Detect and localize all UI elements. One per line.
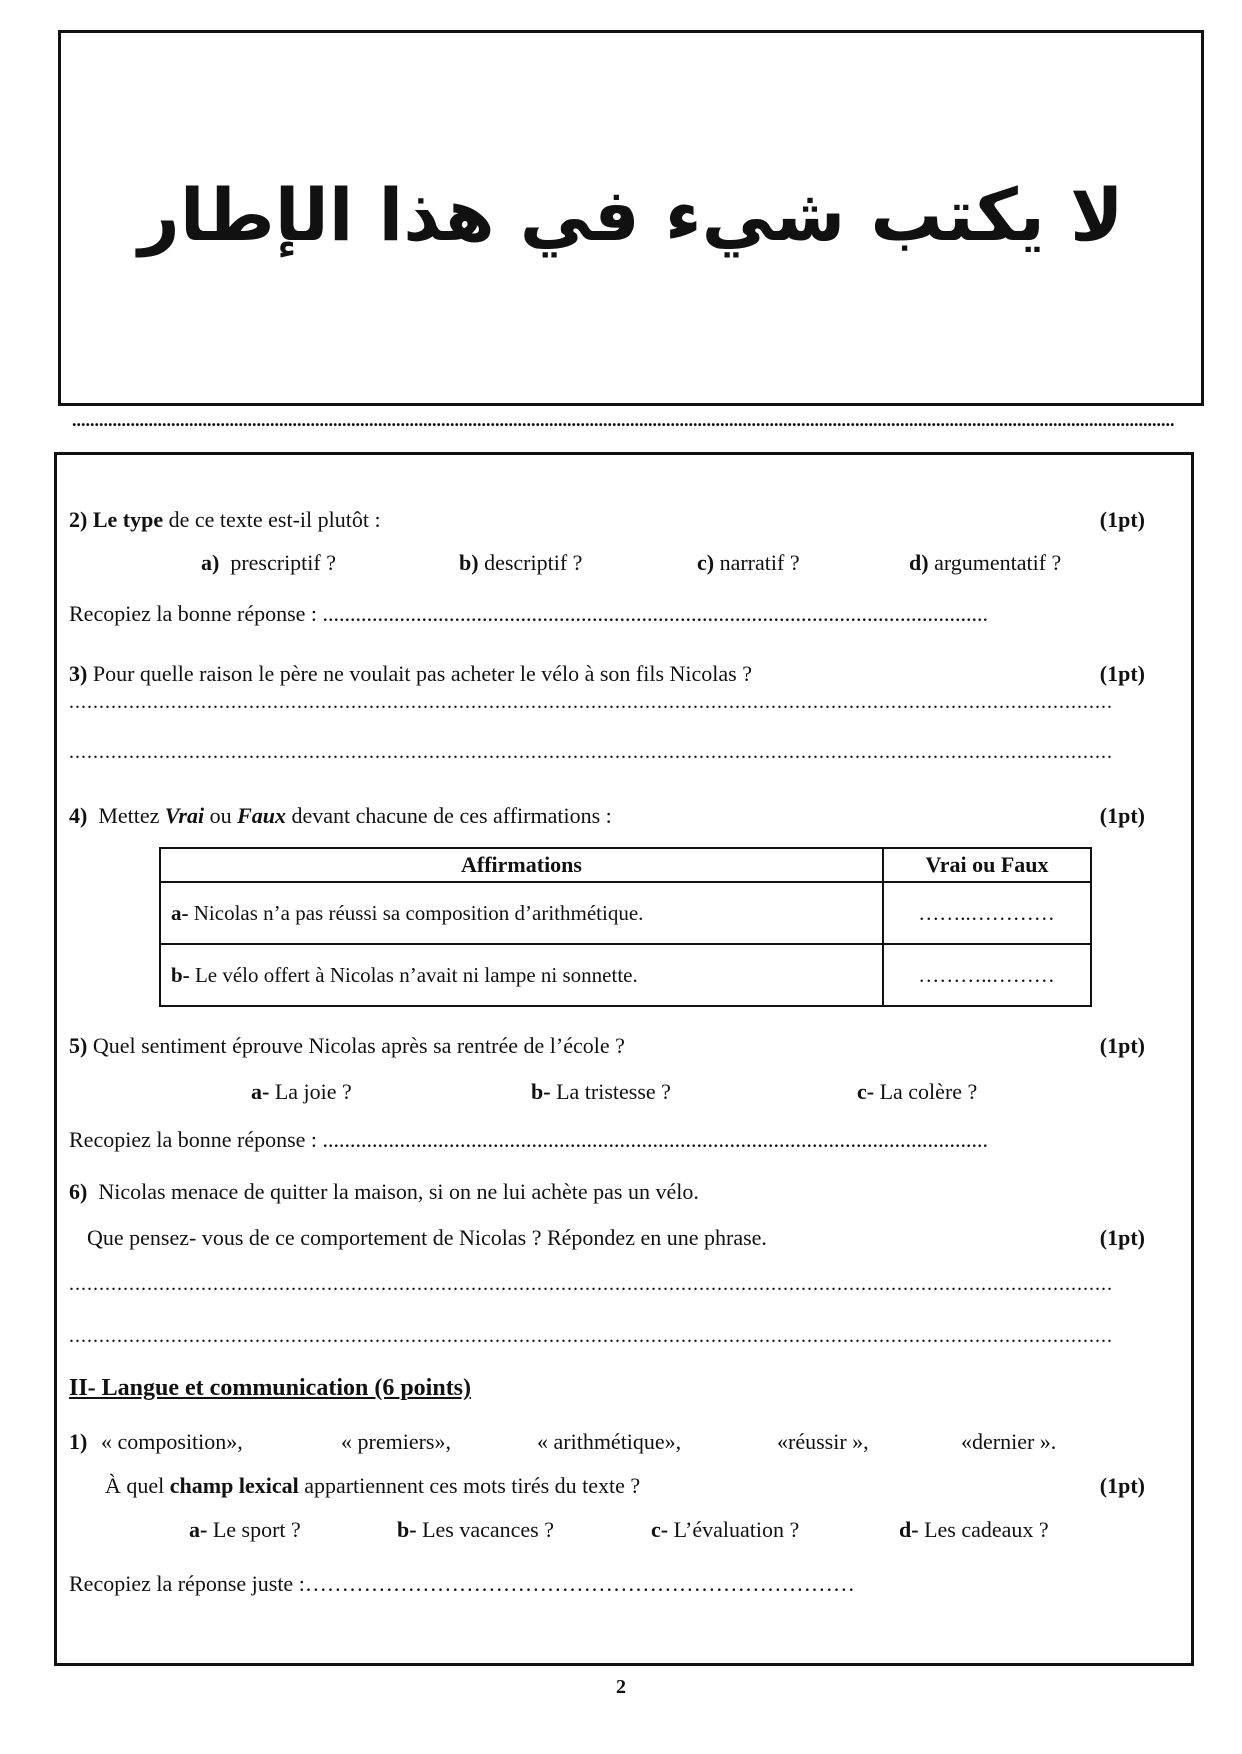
- q2-option-d: d) argumentatif ?: [909, 550, 1062, 575]
- table-row: [160, 944, 1091, 1006]
- word-reussir: «réussir »,: [777, 1429, 869, 1454]
- word-premiers: « premiers»,: [341, 1429, 451, 1454]
- section-2-title: II- Langue et communication (6 points): [69, 1375, 472, 1401]
- q6-answer-line-1[interactable]: ..............................................................................................................................................................................: [69, 1273, 1113, 1295]
- separator-dots: .....................................................................................................................................................................................................................................................: [72, 414, 1175, 426]
- q5-option-a: a- La joie ?: [251, 1079, 352, 1104]
- question-3-points: (1pt): [1099, 661, 1145, 686]
- questions-frame: [54, 452, 1194, 1666]
- arabic-notice: لا يكتب شيء في هذا الإطار: [138, 173, 1124, 257]
- question-5-points: (1pt): [1099, 1033, 1145, 1058]
- question-2-points: (1pt): [1099, 507, 1145, 532]
- table-header-vrai-faux: Vrai ou Faux: [883, 848, 1091, 882]
- affirmation-b: b- Le vélo offert à Nicolas n’avait ni lampe ni sonnette.: [160, 944, 883, 1006]
- reserved-frame: [58, 30, 1204, 406]
- q2-option-c: c) narratif ?: [697, 550, 800, 575]
- q5-option-b: b- La tristesse ?: [531, 1079, 671, 1104]
- q7-option-b: b- Les vacances ?: [397, 1517, 554, 1542]
- q2-option-a: a) prescriptif ?: [201, 550, 336, 575]
- answer-cell-b[interactable]: ………..………: [883, 944, 1091, 1006]
- q5-answer-line[interactable]: Recopiez la bonne réponse : .........................................................................................................................: [69, 1127, 989, 1152]
- q2-answer-line[interactable]: Recopiez la bonne réponse : .........................................................................................................................: [69, 601, 989, 626]
- affirmation-a: a- Nicolas n’a pas réussi sa composition d’arithmétique.: [160, 882, 883, 944]
- q7-option-c: c- L’évaluation ?: [651, 1517, 800, 1542]
- question-3: 3) Pour quelle raison le père ne voulait pas acheter le vélo à son fils Nicolas ?: [69, 661, 752, 686]
- q7-option-a: a- Le sport ?: [189, 1517, 301, 1542]
- table-row: [160, 882, 1091, 944]
- question-4: 4) Mettez Vrai ou Faux devant chacune de ces affirmations :: [69, 803, 612, 828]
- question-6-line-1: 6) Nicolas menace de quitter la maison, si on ne lui achète pas un vélo.: [69, 1179, 699, 1204]
- q3-answer-line-1[interactable]: ..............................................................................................................................................................................: [69, 691, 1113, 713]
- word-composition: « composition»,: [101, 1429, 243, 1454]
- word-arithmetique: « arithmétique»,: [537, 1429, 682, 1454]
- question-6-line-2: Que pensez- vous de ce comportement de Nicolas ? Répondez en une phrase.: [87, 1225, 767, 1250]
- question-5: 5) Quel sentiment éprouve Nicolas après sa rentrée de l’école ?: [69, 1033, 625, 1058]
- table-header-affirmations: Affirmations: [160, 848, 883, 882]
- q2-option-b: b) descriptif ?: [459, 550, 583, 575]
- table-header-row: [160, 848, 1091, 882]
- question-2: 2) Le type de ce texte est-il plutôt :: [69, 507, 381, 532]
- question-4-points: (1pt): [1099, 803, 1145, 828]
- q5-option-c: c- La colère ?: [857, 1079, 978, 1104]
- word-dernier: «dernier ».: [961, 1429, 1057, 1454]
- section-2-q1-points: (1pt): [1099, 1473, 1145, 1498]
- q6-answer-line-2[interactable]: ..............................................................................................................................................................................: [69, 1325, 1113, 1347]
- answer-cell-a[interactable]: ……..…………: [883, 882, 1091, 944]
- q7-option-d: d- Les cadeaux ?: [899, 1517, 1049, 1542]
- section-2-q1-question: À quel champ lexical appartiennent ces mots tirés du texte ?: [105, 1473, 641, 1498]
- q7-answer-line[interactable]: Recopiez la réponse juste :…………………………………………………………………: [69, 1571, 855, 1596]
- section-2-q1-number: 1): [69, 1429, 88, 1454]
- q3-answer-line-2[interactable]: ..............................................................................................................................................................................: [69, 741, 1113, 763]
- question-6-points: (1pt): [1099, 1225, 1145, 1250]
- page-number: 2: [616, 1676, 626, 1698]
- affirmations-table: [159, 847, 1092, 1007]
